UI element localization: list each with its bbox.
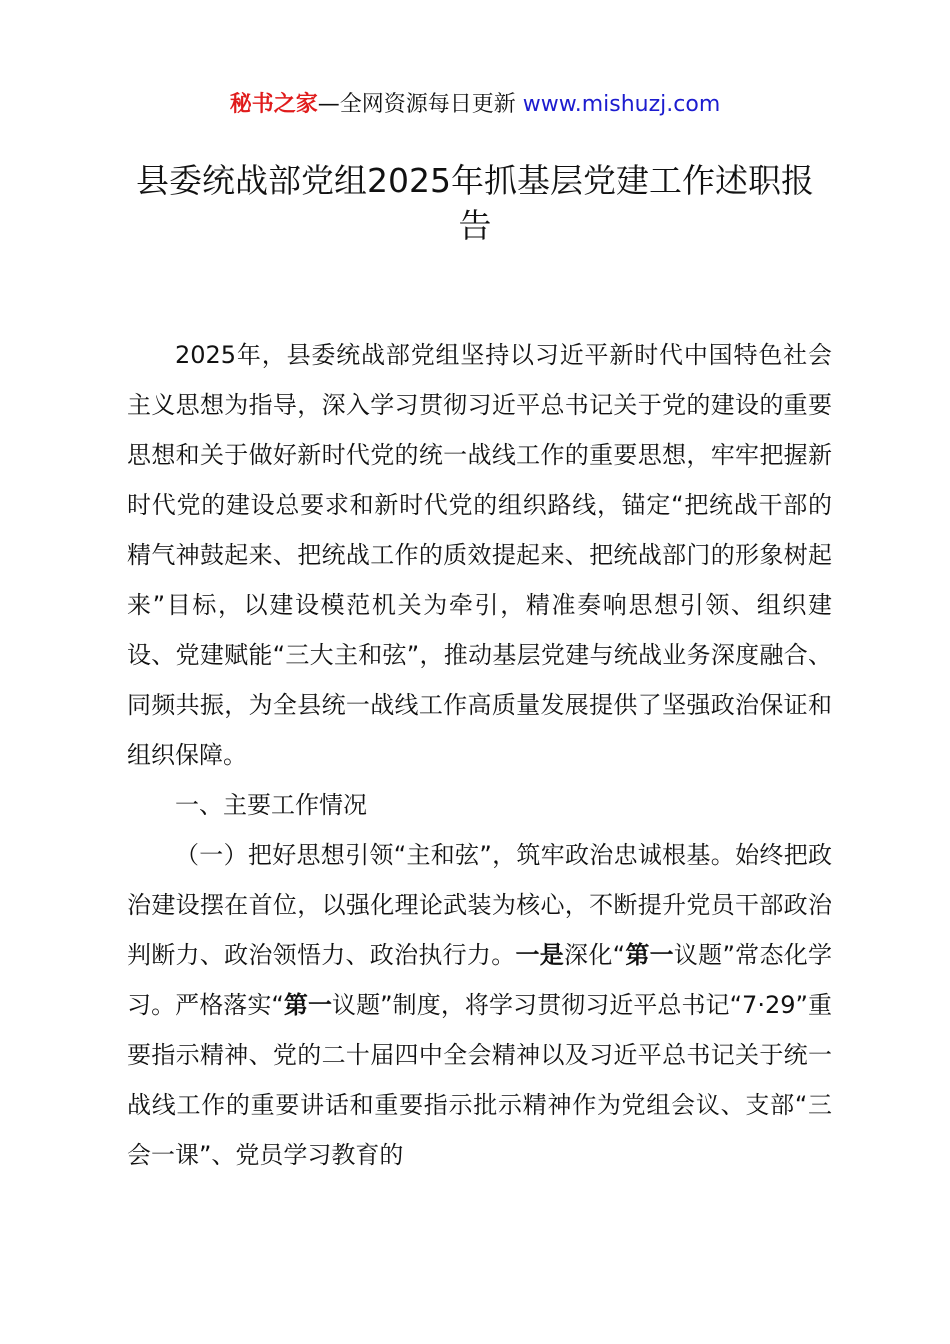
- para-bold: 第一: [625, 941, 674, 969]
- section-heading: 一、主要工作情况: [175, 791, 367, 819]
- site-header: [0, 88, 950, 122]
- document-title: 县委统战部党组2025年抓基层党建工作述职报告: [136, 161, 814, 245]
- document-body: [127, 330, 832, 1180]
- intro-paragraph: 2025年，县委统战部党组坚持以习近平新时代中国特色社会主义思想为指导，深入学习贯彻习近平总书记关于党的建设的重要思想和关于做好新时代党的统一战线工作的重要思想，牢牢把握新时代党的建设总要求和新时代党的组织路线，锚定“把统战干部的精气神鼓起来、把统战工作的质效提起来、把统战部门的形象树起来”目标，以建设模范机关为牵引，精准奏响思想引领、组织建设、党建赋能“三大主和弦”，推动基层党建与统战业务深度融合、同频共振，为全县统一战线工作高质量发展提供了坚强政治保证和组织保障。: [127, 341, 832, 769]
- para-bold: 第一: [283, 991, 333, 1019]
- para-text: 议题”制度，将学习贯彻习近平总书记“7·29”重要指示精神、党的二十届四中全会精神以及习近平总书记关于统一战线工作的重要讲话和重要指示批示精神作为党组会议、支部“三会一课”、党员学习教育的: [127, 991, 832, 1169]
- para-bold: 一是: [515, 941, 565, 969]
- para-text: 深化“: [564, 941, 626, 969]
- para-text: 议题”常态化学习。严格落实“: [127, 941, 833, 1019]
- site-brand: 秘书之家: [229, 92, 318, 117]
- site-tagline: —全网资源每日更新: [317, 92, 523, 117]
- subsection-paragraph: [127, 830, 832, 1180]
- site-url[interactable]: www.mishuzj.com: [522, 92, 721, 117]
- para-text: （一）把好思想引领“主和弦”，筑牢政治忠诚根基。始终把政治建设摆在首位，以强化理论武装为核心，不断提升党员干部政治判断力、政治领悟力、政治执行力。: [127, 841, 832, 969]
